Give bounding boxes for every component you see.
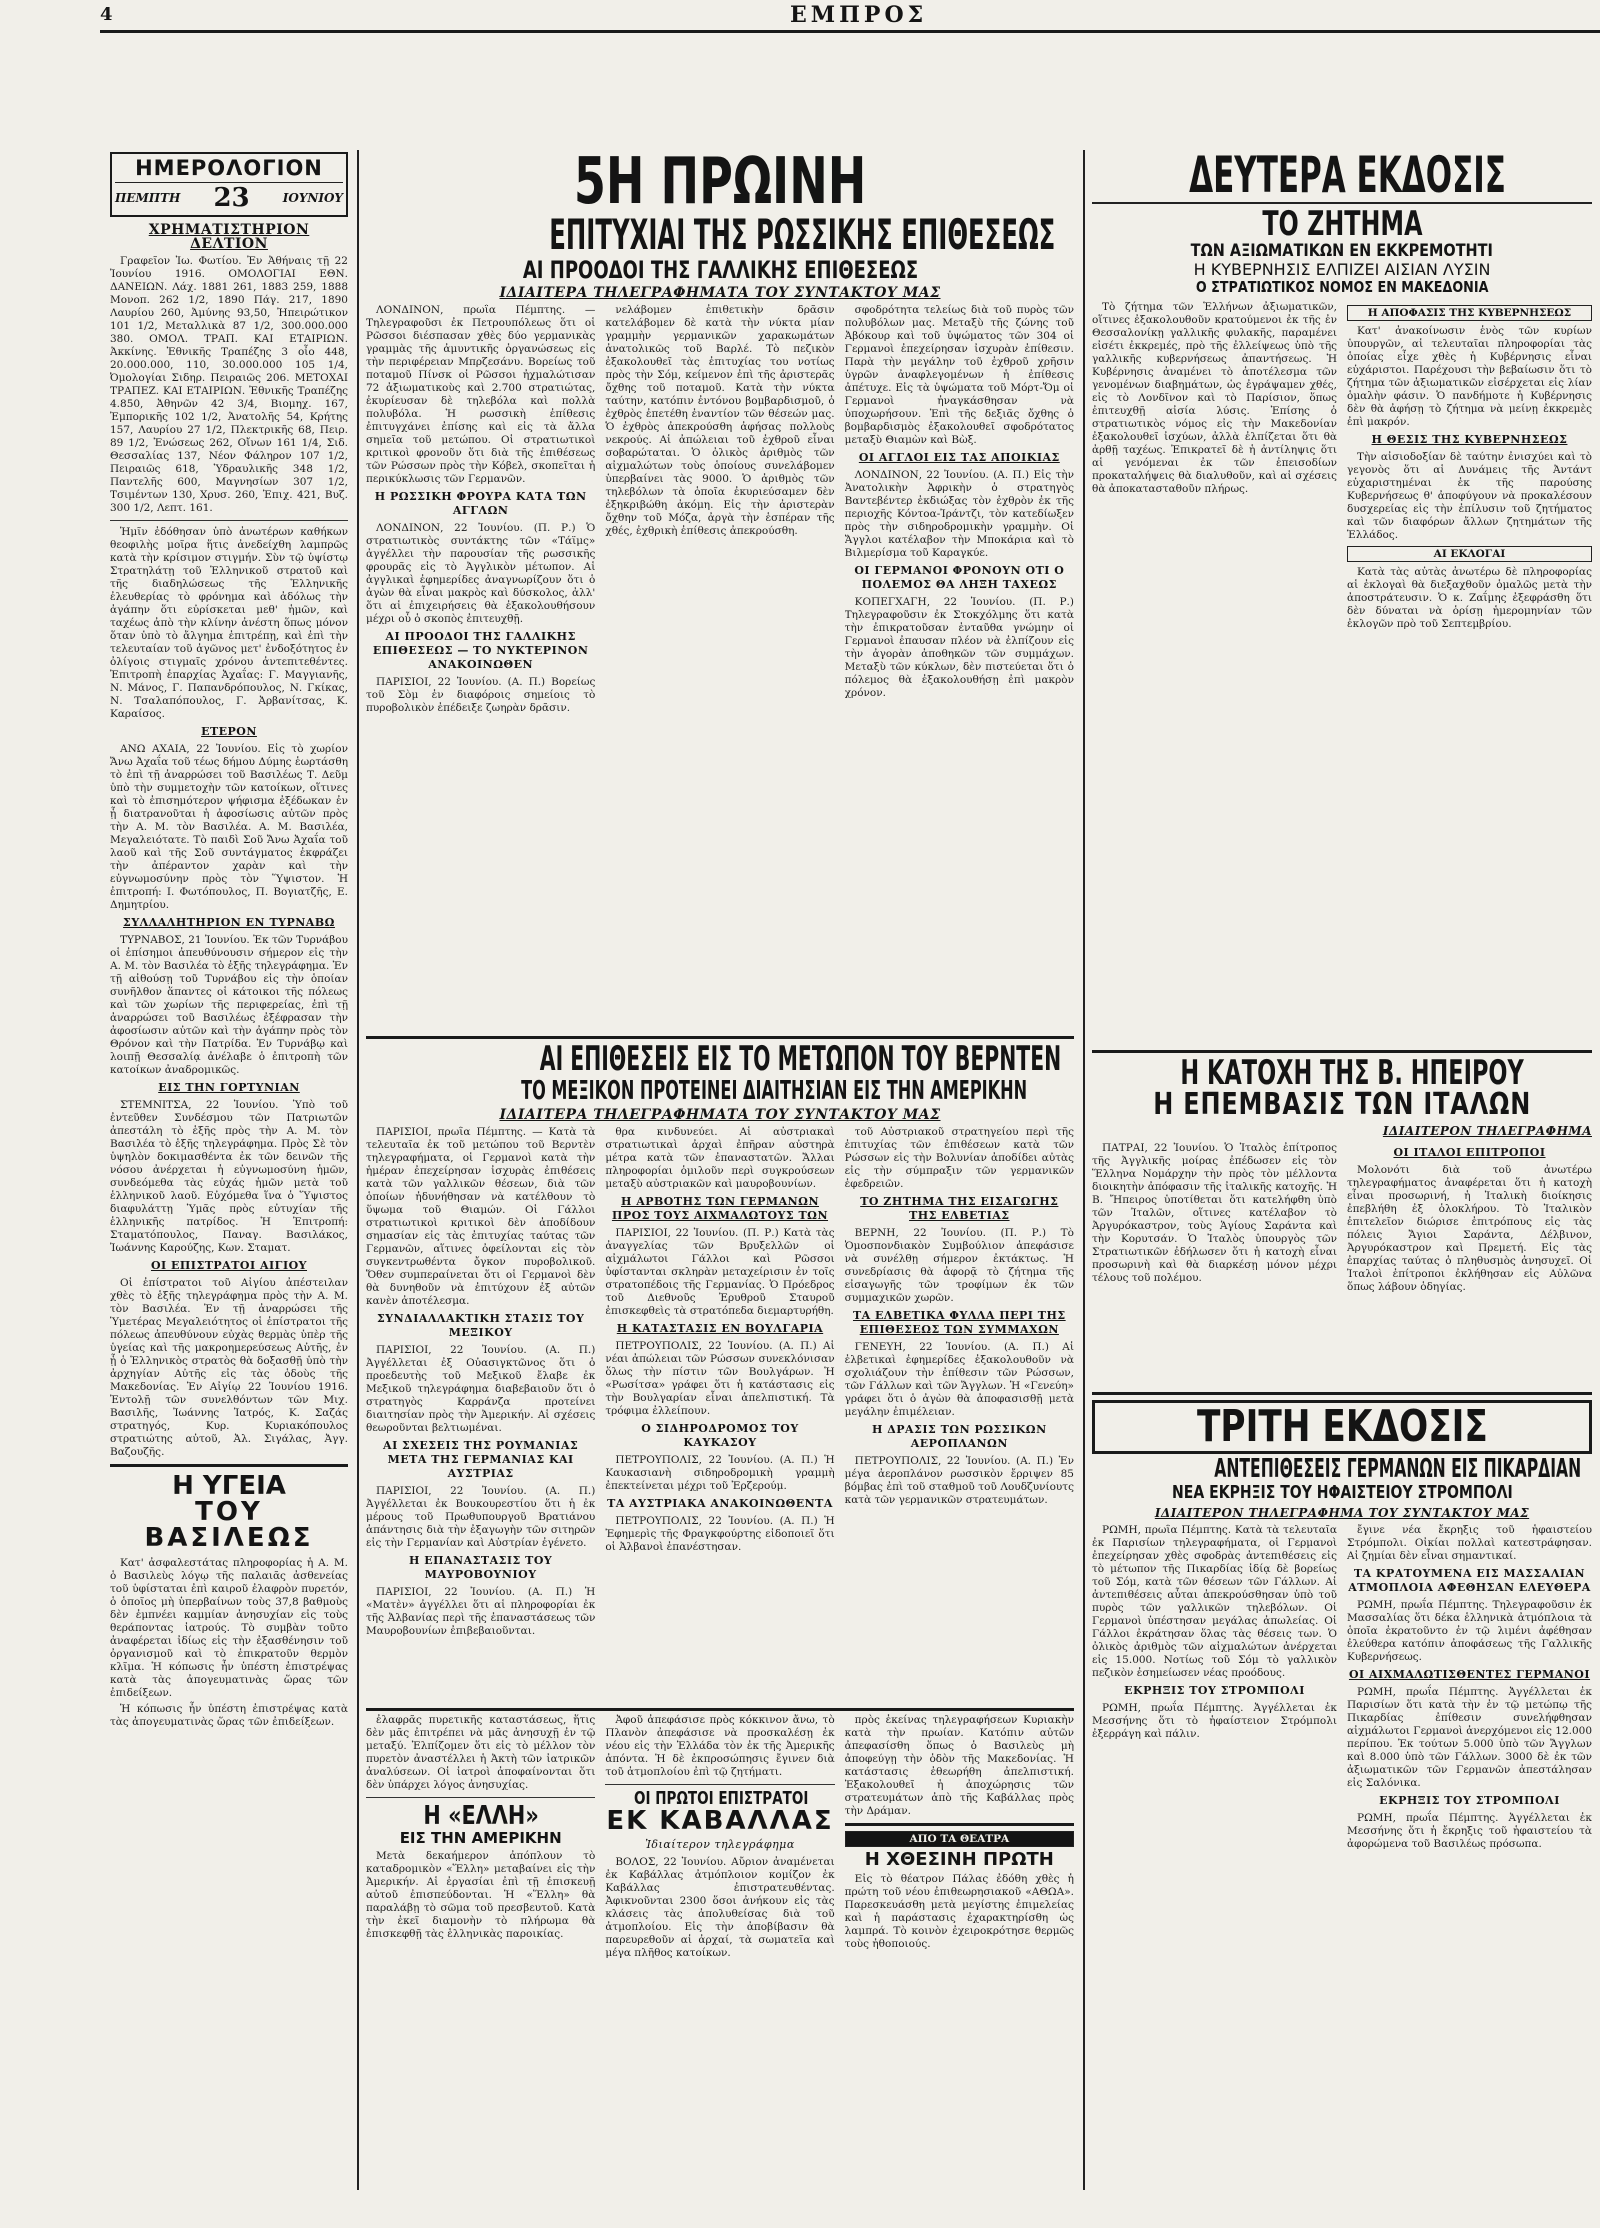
heteron-title: ΕΤΕΡΟΝ bbox=[201, 725, 257, 738]
second-edition-subhead-2: ΤΩΝ ΑΞΙΩΜΑΤΙΚΩΝ ΕΝ ΕΚΚΡΕΜΟΤΗΤΙ bbox=[1190, 241, 1494, 261]
verdun-col1-sub2: ΑΙ ΣΧΕΣΕΙΣ ΤΗΣ ΡΟΥΜΑΝΙΑΣ ΜΕΤΑ ΤΗΣ ΓΕΡΜΑΝΙΑΣ ΚΑΙ ΑΥΣΤΡΙΑΣ bbox=[383, 1439, 579, 1480]
left-col-text: ΑΝΩ ΑΧΑΙΑ, 22 Ἰουνίου. Εἰς τὸ χωρίον Ἄνω Ἀχαΐα τοῦ τέως δήμου Δύμης ἑωρτάσθη τὸ ἐπὶ τῇ ἀναρρώσει τοῦ Βασιλέως Τ. Δεῦμ ὑπὸ τὴν συμμετοχὴν τῶν κατοίκων, οἵτινες καὶ τὸ ἐπισημότερον ψήφισμα ἐξέδωκαν ἐν ᾗ διατρανοῦται ἡ ἀφοσίωσις αὐτῶν πρὸς τὴν Α. Μ. τὸν Βασιλέα. Α. Μ. Βασιλέα, Μεγαλειότατε. Τὸ παιδὶ Σοῦ Ἄνω Ἀχαΐα τοῦ λαοῦ καὶ τῆς Σοῦ συντάγματος ἐκφράζει τὴν ἀπέραντον χαρὰν καὶ τὴν εὐγνωμοσύνην πρὸς τὸν Ὕψιστον. Ἡ ἐπιτροπή: Ι. Φωτόπουλος, Π. Βογιατζῆς, Ε. Δημητρίου. bbox=[110, 743, 348, 911]
section-divider bbox=[110, 1464, 348, 1467]
main-subhead-2: ΑΙ ΠΡΟΟΔΟΙ ΤΗΣ ΓΑΛΛΙΚΗΣ ΕΠΙΘΕΣΕΩΣ bbox=[522, 256, 918, 284]
stromboli-sub: ΕΚΡΗΞΙΣ ΤΟΥ ΣΤΡΟΜΠΟΛΙ bbox=[1379, 1794, 1560, 1807]
verdun-kicker: ΙΔΙΑΙΤΕΡΑ ΤΗΛΕΓΡΑΦΗΜΑΤΑ ΤΟΥ ΣΥΝΤΑΚΤΟΥ ΜΑΣ bbox=[499, 1107, 941, 1123]
third-edition-subhead: ΑΝΤΕΠΙΘΕΣΕΙΣ ΓΕΡΜΑΝΩΝ ΕΙΣ ΠΙΚΑΡΔΙΑΝ bbox=[1214, 1454, 1582, 1484]
left-column bbox=[110, 152, 348, 2192]
section-divider bbox=[845, 1823, 1074, 1826]
main-col3-text3: ΚΟΠΕΓΧΑΓΗ, 22 Ἰουνίου. (Π. Ρ.) Τηλεγραφοῦσιν ἐκ Στοκχόλμης ὅτι κατὰ τὴν ἐπικρατοῦσαν ἐνταῦθα γνώμην οἱ Γερμανοὶ ἐπαυσαν πλέον νὰ ἐλπίζουν εἰς τὴν ἀγορὰν ἀποθηκῶν τῶν συμμάχων. Μεταξὺ τῶν κύκλων, δὲν πιστεύεται ὅτι ὁ πόλεμος θὰ ἐξακολουθήσῃ ἐπὶ μακρὸν χρόνον. bbox=[844, 596, 1074, 699]
elli-body: Μετὰ δεκαήμερον ἀπόπλουν τὸ καταδρομικὸν «Ἕλλη» μεταβαίνει εἰς τὴν Ἀμερικήν. Αἱ ἐργασίαι ἐπὶ τῇ ἐπισκευῇ αὐτοῦ ἐπισπεύδονται. Ἡ «Ἕλλη» θὰ παραλάβῃ τὸ σῶμα τοῦ πρεσβευτοῦ. Κατὰ τὴν ἐκεῖ διαμονὴν τὸ πλήρωμα θὰ ἐπισκεφθῇ τὰς ἑλληνικὰς παροικίας. bbox=[366, 1850, 596, 1940]
verdun-story bbox=[366, 1042, 1074, 1702]
second-col2-text: Κατ' ἀνακοίνωσιν ἑνὸς τῶν κυρίων ὑπουργῶν, αἱ τελευταῖαι πληροφορίαι τὰς ὁποίας εἶχε χθὲς ἡ Κυβέρνησις εἶναι εὐχάριστοι. Παρέχουσι τὴν βεβαίωσιν ὅτι τὸ ζήτημα τῶν ἀξιωματικῶν εἰσέρχεται εἰς λίαν ὁμαλὴν φάσιν. Ὁ πανδήμοτε ἡ Κυβέρνησις δὲν θὰ ἀφήσῃ τὸ ζήτημα νὰ μείνῃ ἐκκρεμὲς ἐπὶ μακρόν. bbox=[1347, 325, 1592, 428]
kavala-kicker: Ἰδιαίτερον τηλεγράφημα bbox=[645, 1838, 795, 1851]
third-col1-text2: ΡΩΜΗ, πρωΐα Πέμπτης. Ἀγγέλλεται ἐκ Μεσσήνης ὅτι τὸ ἡφαίστειον Στρόμπολι ἐξερράγη καὶ πάλιν. bbox=[1092, 1702, 1337, 1740]
second-edition-subhead-3: Η ΚΥΒΕΡΝΗΣΙΣ ΕΛΠΙΖΕΙ ΑΙΣΙΑΝ ΛΥΣΙΝ bbox=[1193, 260, 1491, 279]
section-divider bbox=[1092, 1050, 1592, 1053]
second-col2-sub2: Η ΘΕΣΙΣ ΤΗΣ ΚΥΒΕΡΝΗΣΕΩΣ bbox=[1371, 433, 1568, 446]
health-title-2: ΤΟΥ ΒΑΣΙΛΕΩΣ bbox=[144, 1497, 314, 1553]
second-col2-text3: Κατὰ τὰς αὐτὰς ἀνωτέρω δὲ πληροφορίας αἱ ἐκλογαὶ θὰ διεξαχθοῦν ὁμαλῶς μετὰ τὴν ἀποστράτευσιν. Ὁ κ. Ζαΐμης ἐξεφράσθη ὅτι δὲν δύναται νὰ ὁρίσῃ ἡμερομηνίαν τῶν ἐκλογῶν πρὸ τοῦ Σεπτεμβρίου. bbox=[1347, 566, 1592, 630]
verdun-col1-sub1: ΣΥΝΔΙΑΛΛΑΚΤΙΚΗ ΣΤΑΣΙΣ ΤΟΥ ΜΕΞΙΚΟΥ bbox=[377, 1312, 585, 1339]
third-edition-headline: ΤΡΙΤΗ ΕΚΔΟΣΙΣ bbox=[1092, 1400, 1592, 1454]
second-col2-text2: Τὴν αἰσιοδοξίαν δὲ ταύτην ἐνισχύει καὶ τὸ γεγονὸς ὅτι αἱ Δυνάμεις τῆς Ἀντάντ εὐχαριστημέναι ἐκ τῆς παρούσης Κυβερνήσεως θ' ἀποφύγουν νὰ προκαλέσουν δυσχερείας εἰς τὴν ἐπίλυσιν τοῦ ζητήματος καὶ τῶν διαφόρων ἄλλων ζητημάτων τῆς Ἑλλάδος. bbox=[1347, 451, 1592, 541]
third-col2-text: ἔγινε νέα ἔκρηξις τοῦ ἡφαιστείου Στρόμπολι. Οἰκίαι πολλαὶ κατεστράφησαν. Αἱ ζημίαι δὲν εἶναι σημαντικαί. bbox=[1347, 1524, 1592, 1562]
verdun-headline: ΑΙ ΕΠΙΘΕΣΕΙΣ ΕΙΣ ΤΟ ΜΕΤΩΠΟΝ ΤΟΥ ΒΕΡΝΤΕΝ bbox=[539, 1042, 1062, 1079]
page-footer: Ἡ κόπωσις ἦν ὑπέστη ἐπιστρέψας κατὰ τὰς ἀπογευματινὰς ὥρας τῶν ἐπιδείξεων. bbox=[110, 1703, 348, 1728]
section-divider bbox=[605, 1784, 834, 1785]
main-col1-sub2: ΑΙ ΠΡΟΟΔΟΙ ΤΗΣ ΓΑΛΛΙΚΗΣ ΕΠΙΘΕΣΕΩΣ — ΤΟ ΝΥΚΤΕΡΙΝΟΝ ΑΝΑΚΟΙΝΩΘΕΝ bbox=[372, 630, 589, 671]
king-col1-text: ἐλαφρᾶς πυρετικῆς καταστάσεως, ἥτις δὲν μᾶς ἐπιτρέπει νὰ μᾶς ἀνησυχῇ ἐν τῷ μεταξύ. Ἐλπίζομεν ὅτι εἰς τὸ μέλλον τὸν πυρετὸν ἀναστέλλει ἡ Ἀκτὴ τῶν ἰατρικῶν ἀναλύσεων. Οἱ ἰατροὶ ἀποφαίνονται ὅτι δὲν ὑπάρχει λόγος ἀνησυχίας. bbox=[366, 1714, 596, 1791]
calendar-title: ΗΜΕΡΟΛΟΓΙΟΝ bbox=[135, 156, 323, 180]
epistratoi-title: ΟΙ ΕΠΙΣΤΡΑΤΟΙ ΑΙΓΙΟΥ bbox=[150, 1259, 308, 1272]
section-divider bbox=[366, 1708, 1074, 1711]
exchange-title: ΧΡΗΜΑΤΙΣΤΗΡΙΟΝ ΔΕΛΤΙΟΝ bbox=[148, 222, 310, 252]
third-col2-text2: ΡΩΜΗ, πρωΐα Πέμπτης. Τηλεγραφοῦσιν ἐκ Μασσαλίας ὅτι δέκα ἑλληνικὰ ἀτμόπλοια τὰ ὁποῖα ἐκρατοῦντο ἐν τῷ λιμένι ἀφέθησαν ἐλεύθερα κατόπιν ἀποφάσεως τῆς Γαλλικῆς Κυβερνήσεως. bbox=[1347, 1599, 1592, 1663]
second-edition-subhead: ΤΟ ΖΗΤΗΜΑ bbox=[1261, 204, 1423, 244]
third-edition-kicker: ΙΔΙΑΙΤΕΡΟΝ ΤΗΛΕΓΡΑΦΗΜΑ ΤΟΥ ΣΥΝΤΑΚΤΟΥ ΜΑΣ bbox=[1154, 1506, 1530, 1520]
epirus-col2-sub1: ΟΙ ΙΤΑΛΟΙ ΕΠΙΤΡΟΠΟΙ bbox=[1393, 1146, 1546, 1159]
main-col3-text2: ΛΟΝΔΙΝΟΝ, 22 Ἰουνίου. (Α. Π.) Εἰς τὴν Ἀνατολικὴν Ἀφρικὴν ὁ στρατηγὸς Βαντεβέντερ ἐκδιώξας τὸν ἐχθρὸν ἐκ τῆς περιοχῆς Κόντοα-Ἰράντζι, τὸν κατεδίωξεν πρὸς τὴν σιδηροδρομικὴν γραμμὴν. Οἱ Ἄγγλοι κατέλαβον τὴν Μποκάρια καὶ τὸ Βιλμερίσμα τοῦ Καραγκύε. bbox=[844, 469, 1074, 559]
main-col1-text3: ΠΑΡΙΣΙΟΙ, 22 Ἰουνίου. (Α. Π.) Βορείως τοῦ Σὸμ ἐν διαφόροις σημείοις τὸ πυροβολικὸν ἐπέδειξε ζωηρὰν δρᾶσιν. bbox=[366, 676, 596, 714]
page-number: 4 bbox=[100, 4, 113, 25]
health-title: Η ΥΓΕΙΑ bbox=[172, 1471, 286, 1501]
left-col-text: ΤΥΡΝΑΒΟΣ, 21 Ἰουνίου. Ἐκ τῶν Τυρνάβου οἱ ἐπίσημοι ἀπευθύνουσιν σήμερον εἰς τὴν Α. Μ. τὸν Βασιλέα τὸ ἑξῆς τηλεγράφημα. Ἐν τῇ αἰθούσῃ τοῦ Τυρνάβου εἰς τὴν ὁποίαν συνῆλθον ἅπαντες οἱ κάτοικοι τῆς πόλεως καὶ τῶν χωρίων τῆς περιφερείας, ἐπὶ τῇ ἀναρρώσει τοῦ Βασιλέως ἐξέφρασαν τὴν ἀφοσίωσιν αὐτῶν καὶ τὴν ἀγάπην πρὸς τὸν Θρόνον καὶ τὴν Πατρίδα. Ἐν Τυρνάβῳ καὶ λοιπῇ Θεσσαλίᾳ ἀνέλαβε ὁ ἐπιτροπὴ τῶν κατοίκων ἀναδρομικῶς. bbox=[110, 934, 348, 1076]
third-edition bbox=[1092, 1398, 1592, 2192]
section-divider bbox=[110, 520, 348, 521]
verdun-col1-text4: ΠΑΡΙΣΙΟΙ, 22 Ἰουνίου. (Α. Π.) Ἡ «Ματὲν» ἀγγέλλει ὅτι αἱ πληροφορίαι ἐκ τῆς Ἀλβανίας περὶ τῆς ἐπαναστάσεως τῶν Μαυροβουνίων ἐπιβεβαιοῦνται. bbox=[366, 1586, 596, 1637]
verdun-col1-text2: ΠΑΡΙΣΙΟΙ, 22 Ἰουνίου. (Α. Π.) Ἀγγέλλεται ἐξ Οὐασιγκτῶνος ὅτι ὁ προεδευτὴς τοῦ Μεξικοῦ ἔλαβε ἐκ Μεξικοῦ τηλεγράφημα διαβεβαιοῦν ὅτι ὁ στρατηγὸς Καρράνζα προτείνει διαιτησίαν πρὸς τὴν Ἀμερικήν. Αἱ σχέσεις θεωροῦνται βελτιωμέναι. bbox=[366, 1344, 596, 1434]
kavala-subhead: ΕΚ ΚΑΒΑΛΛΑΣ bbox=[606, 1806, 834, 1836]
third-col1-sub1: ΕΚΡΗΞΙΣ ΤΟΥ ΣΤΡΟΜΠΟΛΙ bbox=[1124, 1684, 1305, 1697]
epirus-story bbox=[1092, 1056, 1592, 1386]
kavala-headline: ΟΙ ΠΡΩΤΟΙ ΕΠΙΣΤΡΑΤΟΙ bbox=[634, 1788, 809, 1809]
verdun-col2-text2: ΠΑΡΙΣΙΟΙ, 22 Ἰουνίου. (Π. Ρ.) Κατὰ τὰς ἀναγγελίας τῶν Βρυξελλῶν οἱ αἰχμάλωτοι Γάλλοι καὶ Ρῶσσοι ὑφίστανται σκληρὰν μεταχείρισιν ἐν τοῖς στρατοπέδοις τῆς Γερμανίας. Ὁ Πρόεδρος τοῦ Διεθνοῦς Ἐρυθροῦ Σταυροῦ ἐπισκεφθεὶς τὰ στρατόπεδα διεμαρτυρήθη. bbox=[605, 1227, 835, 1317]
verdun-col2-sub2: Η ΚΑΤΑΣΤΑΣΙΣ ΕΝ ΒΟΥΛΓΑΡΙΑ bbox=[616, 1322, 824, 1335]
left-col-text: Οἱ ἐπίστρατοι τοῦ Αἰγίου ἀπέστειλαν χθὲς τὸ ἑξῆς τηλεγράφημα πρὸς τὴν Α. Μ. τὸν Βασιλέα. Ἐν τῇ ἀναρρώσει τῆς Ὑμετέρας Μεγαλειότητος οἱ ἐπίστρατοι τῆς πόλεως ἀπευθύνουν εὐχὰς θερμὰς ὑπὲρ τῆς ὑγείας καὶ τῆς μακροημερεύσεως Αὐτῆς, ἐν ᾗ ὁ Ἑλληνικὸς στρατὸς θὰ δοξασθῇ ὑπὸ τὴν ἀρχηγίαν Αὐτῆς εἰς τὰς ὁδοὺς τῆς Μακεδονίας. Ἐν Αἰγίῳ 22 Ἰουνίου 1916. Ἐντολῇ τῶν συνελθόντων τῶν Μιχ. Βασιλῆς, Ἰωάννης Ἰατρός, Κ. Σαζάς στρατηγός, Κυρ. Κυριακόπουλος στρατιώτης αὐτοῦ, Ἀλ. Σιγάλας, Ἀγγ. Βαζουζῆς. bbox=[110, 1277, 348, 1458]
elli-headline: Η «ΕΛΛΗ» bbox=[422, 1801, 539, 1831]
verdun-col3-sub1: ΤΟ ΖΗΤΗΜΑ ΤΗΣ ΕΙΣΑΓΩΓΗΣ ΤΗΣ ΕΛΒΕΤΙΑΣ bbox=[860, 1195, 1059, 1222]
health-body: Κατ' ἀσφαλεστάτας πληροφορίας ἡ Α. Μ. ὁ Βασιλεὺς λόγῳ τῆς παλαιᾶς ἀσθενείας τοῦ ὑφίσταται ἐπὶ καιροῦ ἐλαφρὸν πυρετόν, ὁ ὁποῖος μὴ ὑπερβαίνων τοὺς 37,8 βαθμοὺς δὲν ἐμπνέει καμμίαν ἀνησυχίαν εἰς τοὺς θεράποντας ἰατρούς. Τὸ συμβὰν τοῦτο ἀναφέρεται ἰδίως εἰς τὴν ἐξασθένησιν τοῦ ὀργανισμοῦ καὶ τὸ ἐπικρατοῦν θερμὸν κλῖμα. Ἡ κόπωσις ἦν ὑπέστη ἐπιστρέψας κατὰ τὰς ἀπογευματινὰς ὥρας τῶν ἐπιδείξεων. bbox=[110, 1557, 348, 1699]
theatre-title: ΑΠΟ ΤΑ ΘΕΑΤΡΑ bbox=[845, 1831, 1074, 1847]
third-edition-subhead-2: ΝΕΑ ΕΚΡΗΞΙΣ ΤΟΥ ΗΦΑΙΣΤΕΙΟΥ ΣΤΡΟΜΠΟΛΙ bbox=[1171, 1482, 1513, 1503]
epirus-headline: Η ΚΑΤΟΧΗ ΤΗΣ Β. ΗΠΕΙΡΟΥ bbox=[1180, 1056, 1524, 1093]
gortynia-title: ΕΙΣ ΤΗΝ ΓΟΡΤΥΝΙΑΝ bbox=[158, 1081, 300, 1094]
verdun-col1-text: ΠΑΡΙΣΙΟΙ, πρωΐα Πέμπτης. — Κατὰ τὰ τελευταῖα ἐκ τοῦ μετώπου τοῦ Βερντὲν τηλεγραφήματα, οἱ Γερμανοὶ κατὰ τὴν ἡμέραν ἐπεχείρησαν ἰσχυρὰς ἐπιθέσεις κατὰ τῶν γαλλικῶν θέσεων, διὰ τῶν ὁποίων ἠδυνήθησαν νὰ κατέλθουν τὸ ὕψωμα τοῦ Θιαμών. Οἱ Γάλλοι στρατιωτικοὶ κριτικοὶ δὲν ἀποδίδουν σημασίαν εἰς τὰς ἐπιτυχίας ταύτας τῶν Γερμανῶν, αἵτινες ὀφείλονται εἰς τὸν συγκεντρωθέντα ὄγκον πυροβολικοῦ. Ὅθεν συμπεραίνεται ὅτι οἱ Γερμανοὶ δὲν θὰ δυνηθοῦν νὰ ἐπιτύχουν ἐξ αὐτῶν κανὲν ἀποτέλεσμα. bbox=[366, 1126, 596, 1307]
verdun-col2-text4: ΠΕΤΡΟΥΠΟΛΙΣ, 22 Ἰουνίου. (Α. Π.) Ἡ Καυκασιανὴ σιδηροδρομικὴ γραμμὴ ἐπεκτείνεται μέχρι τοῦ Ἐρζερούμ. bbox=[605, 1454, 835, 1492]
verdun-col2-text3: ΠΕΤΡΟΥΠΟΛΙΣ, 22 Ἰουνίου. (Α. Π.) Αἱ νέαι ἀπώλειαι τῶν Ρώσσων συνεκλόνισαν ὅλως τὴν πίστιν τῶν Βουλγάρων. Ἡ «Ρωσίτσα» γράφει ὅτι ἡ κατάστασις εἰς τὴν Βουλγαρίαν εἶναι ἀπελπιστική. Τὰ τρόφιμα ἐλλείπουν. bbox=[605, 1340, 835, 1417]
verdun-col3-text3: ΓΕΝΕΥΗ, 22 Ἰουνίου. (Α. Π.) Αἱ ἐλβετικαὶ ἐφημερίδες ἐξακολουθοῦν νὰ σχολιάζουν τὴν ἐπίθεσιν τῶν Ρώσσων, τῶν Γάλλων καὶ τῶν Ἄγγλων. Ἡ «Γενεύη» γράφει ὅτι ὁ ἀγὼν θὰ ἀποφασισθῇ μετὰ μεγάλην ἐπιμέλειαν. bbox=[844, 1341, 1074, 1418]
epirus-kicker: ΙΔΙΑΙΤΕΡΟΝ ΤΗΛΕΓΡΑΦΗΜΑ bbox=[1382, 1124, 1592, 1138]
main-col1-text2: ΛΟΝΔΙΝΟΝ, 22 Ἰουνίου. (Π. Ρ.) Ὁ στρατιωτικὸς συντάκτης τῶν «Τάϊμς» ἀγγέλλει τὴν παρουσίαν τῆς ρωσσικῆς φρουρᾶς εἰς τὸ Ἀγγλικὸν μέτωπον. Αἱ ἀγγλικαὶ ἐφημερίδες ἀναγνωρίζουν ὅτι ὁ ἀγὼν θὰ εἶναι μακρὸς καὶ δύσκολος, ἀλλ' ὅτι αἱ ἐπιχειρήσεις θὰ ἐξακολουθήσουν μέχρι οὗ ὁ σκοπὸς ἐπιτευχθῇ. bbox=[366, 522, 596, 625]
calendar-date: 23 bbox=[213, 183, 250, 213]
elli-subhead: ΕΙΣ ΤΗΝ ΑΜΕΡΙΚΗΝ bbox=[399, 1829, 562, 1847]
royal-body: πρὸς ἐκείνας τηλεγραφήσεων Κυριακὴν κατὰ τὴν πρωίαν. Κατόπιν αὐτῶν ἀπεφασίσθη ὅπως ὁ Βασιλεὺς μὴ ἀποφεύγῃ τὴν ὁδὸν τῆς Μακεδονίας. Ἡ κατάστασις ἐθεωρήθη ἀπελπιστική. Ἐξακολουθεῖ ἡ ἀποχώρησις τῶν στρατευμάτων ἀπὸ τῆς Καβάλλας πρὸς τὴν Δράμαν. bbox=[844, 1714, 1074, 1817]
left-col-text: Ἡμῖν ἐδόθησαν ὑπὸ ἀνωτέρων καθήκων θεοφιλὴς μοῖρα ἥτις ἀνεδείχθη λαμπρῶς κατὰ τὴν κρίσιμον στιγμήν. Σὺν τῷ ὑψίστῳ Στρατηλάτῃ τοῦ Ἑλληνικοῦ στρατοῦ καὶ τῆς διαδηλώσεως τῆς Ἑλληνικῆς ἐλευθερίας τὸ φρόνημα καὶ ἀδόλως τὴν ἀγάπην ὅτι εὐρίσκεται μεθ' ἡμῶν, καὶ ταχέως ἀπὸ τὴν κλίνην ἀνέστη ὅπως μόνον ὅταν ὑπὸ τὸ ἄλγημα ἐπιτρέπῃ, καὶ ἐπὶ τὴν τελευταίαν τοῦ ἀγῶνος μετ' ἐνδοξότητος ἐν ὀλίγοις στιγμαῖς χρόνου ἀντεπιτεθέντες. Ἐπιτροπὴ ἐπαρχίας Ἀχαΐας: Γ. Μαγγιανῆς, Ν. Μάνος, Γ. Παπανδρόπουλος, Ν. Γκίκας, Ν. Τσαλαπόπουλος, Γ. Ἀρβανίτσας, Κ. Καραίσος. bbox=[110, 526, 348, 720]
column-rule bbox=[357, 150, 359, 2190]
verdun-col2-text: θρα κινδυνεύει. Αἱ αὐστριακαὶ στρατιωτικαὶ ἀρχαὶ ἐπῆραν αὐστηρὰ μέτρα κατὰ τῶν ἐπαναστατῶν. Ἄλλαι πληροφορίαι ὁμιλοῦν περὶ συγκρούσεων μεταξὺ αὐστριακῶν καὶ μαυροβουνίων. bbox=[605, 1126, 835, 1190]
second-col2-sub1: Η ΑΠΟΦΑΣΙΣ ΤΗΣ ΚΥΒΕΡΝΗΣΕΩΣ bbox=[1347, 305, 1592, 321]
second-col2-sub3: ΑΙ ΕΚΛΟΓΑΙ bbox=[1347, 546, 1592, 562]
main-col3-sub2: ΟΙ ΓΕΡΜΑΝΟΙ ΦΡΟΝΟΥΝ ΟΤΙ Ο ΠΟΛΕΜΟΣ ΘΑ ΛΗΞΗ ΤΑΧΕΩΣ bbox=[854, 564, 1065, 591]
main-col3-sub1: ΟΙ ΑΓΓΛΟΙ ΕΙΣ ΤΑΣ ΑΠΟΙΚΙΑΣ bbox=[858, 451, 1060, 464]
second-edition bbox=[1092, 150, 1592, 1045]
verdun-col1-sub3: Η ΕΠΑΝΑΣΤΑΣΙΣ ΤΟΥ ΜΑΥΡΟΒΟΥΝΙΟΥ bbox=[409, 1554, 553, 1581]
main-kicker: ΙΔΙΑΙΤΕΡΑ ΤΗΛΕΓΡΑΦΗΜΑΤΑ ΤΟΥ ΣΥΝΤΑΚΤΟΥ ΜΑΣ bbox=[499, 285, 941, 301]
main-subhead: ΕΠΙΤΥΧΙΑΙ ΤΗΣ ΡΩΣΣΙΚΗΣ ΕΠΙΘΕΣΕΩΣ bbox=[549, 210, 1056, 259]
verdun-col3-sub2: ΤΑ ΕΛΒΕΤΙΚΑ ΦΥΛΛΑ ΠΕΡΙ ΤΗΣ ΕΠΙΘΕΣΕΩΣ ΤΩΝ ΣΥΜΜΑΧΩΝ bbox=[852, 1309, 1066, 1336]
verdun-subhead: ΤΟ ΜΕΞΙΚΟΝ ΠΡΟΤΕΙΝΕΙ ΔΙΑΙΤΗΣΙΑΝ ΕΙΣ ΤΗΝ ΑΜΕΡΙΚΗΝ bbox=[521, 1076, 1028, 1106]
king-col2-text: Ἀφοῦ ἀπεφάσισε πρὸς κόκκινον ἄνω, τὸ Πλανὸν ἀπεφάσισε νὰ προσκαλέσῃ ἐκ νέου εἰς τὴν Ἑλλάδα τὸν ἐκ τῆς Ἀμερικῆς ἀπόντα. Ἡ δὲ ἐκπροσώπησις ἔγινεν διὰ τοῦ ἀτμοπλοίου ἐπὶ τῷ ζητήματι. bbox=[605, 1714, 835, 1778]
verdun-col3-text: τοῦ Αὐστριακοῦ στρατηγείου περὶ τῆς ἐπιτυχίας τῶν ἐπιθέσεων κατὰ τῶν Ρώσσων εἰς τὴν Βολυνίαν ἀποδίδει αὐτὰς εἰς τὴν σύμπραξιν τῶν γερμανικῶν ἐφεδρειῶν. bbox=[844, 1126, 1074, 1190]
theatre-body: Εἰς τὸ θέατρον Πάλας ἐδόθη χθὲς ἡ πρώτη τοῦ νέου ἐπιθεωρησιακοῦ «ΑΘΩΑ». Παρεσκευάσθη μετὰ μεγίστης ἐπιμελείας καὶ ἡ παράστασις ἐχαρακτηρίσθη ὡς λαμπρά. Τὸ κοινὸν ἐχειροκρότησε θερμῶς τοὺς ἠθοποιούς. bbox=[844, 1873, 1074, 1950]
tyrnavos-title: ΣΥΛΛΑΛΗΤΗΡΙΟΝ ΕΝ ΤΥΡΝΑΒΩ bbox=[123, 916, 335, 929]
verdun-col2-sub3: Ο ΣΙΔΗΡΟΔΡΟΜΟΣ ΤΟΥ ΚΑΥΚΑΣΟΥ bbox=[641, 1422, 799, 1449]
main-col2-text: νελάβομεν ἐπιθετικὴν δρᾶσιν κατελάβομεν δὲ κατὰ τὴν νύκτα μίαν γραμμὴν γερμανικῶν χαρακωμάτων ἀνατολικῶς τοῦ Βαρλέ. Τὸ πεζικὸν ἐξακολουθεῖ τὰς ἐπιτυχίας του νοτίως πρὸς τὴν Σόμ, κείμενον ἐπὶ τῆς ἀριστερᾶς ὄχθης τοῦ ποταμοῦ. Κατὰ τὴν νύκτα ταύτην, κατόπιν ἐντόνου βομβαρδισμοῦ, ὁ ἐχθρὸς ἐπετέθη ἐναντίον τῶν θέσεών μας. Ὁ ἐχθρὸς ἀπεκρούσθη ἀφήσας πολλοὺς νεκρούς. Αἱ ἀπώλειαι τοῦ ἐχθροῦ εἶναι σοβαρώταται. Ὁ ὀλικὸς ἀριθμὸς τῶν αἰχμαλώτων τοὺς ὁποίους συνελάβομεν ὑπερβαίνει τὰς 9000. Ὁ ἀριθμὸς τῶν τηλεβόλων τὰ ὁποῖα ἐκυριεύσαμεν δὲν ἐξηκριβώθη ἀκόμη. Εἰς τὴν ἀριστερὰν ὄχθην τοῦ Μόζα, ἀργὰ τὴν ἑσπέραν τῆς χθές, ἐχθρικὴ ἐπίθεσις ἀπεκρούσθη. bbox=[605, 304, 835, 537]
verdun-col1-text3: ΠΑΡΙΣΙΟΙ, 22 Ἰουνίου. (Α. Π.) Ἀγγέλλεται ἐκ Βουκουρεστίου ὅτι ἡ ἐκ μέρους τοῦ Πρωθυπουργοῦ Βρατιάνου ἀπάντησις διὰ τὴν ἐξαγωγὴν τῶν σιτηρῶν εἰς τὴν Γερμανίαν καὶ Αὐστρίαν ἐγένετο. bbox=[366, 1485, 596, 1549]
epirus-col2-text: Μολονότι διὰ τοῦ ἀνωτέρω τηλεγραφήματος ἀναφέρεται ὅτι ἡ κατοχὴ εἶναι προσωρινή, ἡ Ἰταλικὴ διοίκησις ἐπεβλήθη ἐξ ὁλοκλήρου. Τὸ Ἰταλικὸν ἐπιτελεῖον διώρισε ἐπιτρόπους εἰς τὰς πόλεις Ἄγιοι Σαράντα, Δέλβινον, Ἀργυρόκαστρον καὶ Πρεμετή. Εἰς τὰς ἐπαρχίας ταύτας ὁ πληθυσμὸς ἀνησυχεῖ. Οἱ Ἰταλοὶ ἐπίτροποι ἐκλήθησαν εἰς Αὐλῶνα ὅπως λάβουν ὁδηγίας. bbox=[1347, 1164, 1592, 1293]
main-story bbox=[366, 150, 1074, 1030]
calendar-day: ΠΕΜΠΤΗ bbox=[115, 191, 181, 205]
calendar-box bbox=[110, 152, 348, 217]
left-col-text: ΣΤΕΜΝΙΤΣΑ, 22 Ἰουνίου. Ὑπὸ τοῦ ἐντεῦθεν Συνδέσμου τῶν Πατριωτῶν ἀπεστάλη τὸ ἑξῆς πρὸς τὴν Α. Μ. τὸν Βασιλέα τὸ ἑξῆς τηλεγράφημα. Πρὸς Σὲ τὸν ὑψηλὸν δοκιμασθέντα ἐκ τῶν δεινῶν τῆς νόσου ἀνέρχεται ἡ εὐγνωμοσύνη ἡμῶν, συνδεόμεθα τὰς εὐχάς ἡμῶν μετὰ τοῦ ἑλληνικοῦ λαοῦ. Εὐχόμεθα ἵνα ὁ Ὕψιστος διαφυλάττῃ Ὑμᾶς πρὸς εὐτυχίαν τῆς ἑλληνικῆς πατρίδος. Ἡ Ἐπιτροπή: Σταματόπουλος, Παναγ. Βασιλάκος, Ἰωάννης Καρούζης, Κων. Σταματ. bbox=[110, 1099, 348, 1254]
verdun-col3-text2: ΒΕΡΝΗ, 22 Ἰουνίου. (Π. Ρ.) Τὸ Ὁμοσπονδιακὸν Συμβούλιον ἀπεφάσισε νὰ συνέλθῃ σήμερον ἐκτάκτως. Ἡ συνεδρίασις θὰ ἀφορᾷ τὸ ζήτημα τῆς εἰσαγωγῆς τῶν τροφίμων ἐκ τῶν συμμαχικῶν χωρῶν. bbox=[844, 1227, 1074, 1304]
third-col2-text3: ΡΩΜΗ, πρωΐα Πέμπτης. Ἀγγέλλεται ἐκ Παρισίων ὅτι κατὰ τὴν ἐν τῷ μετώπῳ τῆς Πικαρδίας ἐπίθεσιν συνελήφθησαν αἰχμάλωτοι Γερμανοὶ ἀνερχόμενοι εἰς 12.000 περίπου. Ἐκ τούτων 5.000 ὑπὸ τῶν Ἄγγλων καὶ 8.000 ὑπὸ τῶν Γάλλων. 3000 δὲ ἐκ τῶν ἀξιωματικῶν τῶν Γερμανῶν ἀπεστάλησαν εἰς Σαλόνικα. bbox=[1347, 1686, 1592, 1789]
main-col1-text: ΛΟΝΔΙΝΟΝ, πρωΐα Πέμπτης. — Τηλεγραφοῦσι ἐκ Πετρουπόλεως ὅτι οἱ Ρῶσσοι διέσπασαν χθὲς δύο γερμανικὰς γραμμὰς τῆς ἀμυντικῆς ὀργανώσεως εἰς τὴν περιφέρειαν Μπρζεσάνυ. Βορείως τοῦ ποταμοῦ Πίνσκ οἱ Ρῶσσοι ἠχμαλώτισαν 72 ἀξιωματικοὺς καὶ 2.700 στρατιώτας, ἐκυρίευσαν δὲ τηλεβόλα καὶ πολλὰ πολυβόλα. Ἡ ρωσσικὴ ἐπίθεσις ἐπιτυγχάνει ἐπίσης καὶ εἰς τὰ ἄλλα σημεῖα τοῦ μετώπου. Οἱ στρατιωτικοὶ κριτικοὶ φρονοῦν ὅτι διὰ τῆς ἐπιθέσεως τῶν Ρώσσων πρὸς τὴν Κόβελ, σκοπεῖται ἡ περικύκλωσις τῶν Γερμανῶν. bbox=[366, 304, 596, 485]
main-col3-text: σφοδρότητα τελείως διὰ τοῦ πυρὸς τῶν πολυβόλων μας. Μεταξὺ τῆς ζώνης τοῦ Ἀβόκουρ καὶ τοῦ ὑψώματος τῶν 304 οἱ Γερμανοὶ ἐπεχείρησαν ἰσχυρὰν ἐπίθεσιν. Παρὰ τὴν μεγάλην τοῦ ἐχθροῦ χρῆσιν ὑγρῶν ἀναφλεγομένων ἡ ἐπίθεσις ἀπέτυχε. Εἰς τὰ ὑψώματα τοῦ Μόρτ-Ὄμ οἱ Γερμανοὶ ἠναγκάσθησαν νὰ ὑποχωρήσουν. Ἐπὶ τῆς δεξιᾶς ὄχθης ὁ βομβαρδισμὸς ἐξακολουθεῖ σφοδρότατος μεταξὺ Θιαμὼν καὶ Βὼξ. bbox=[844, 304, 1074, 446]
second-col1-text: Τὸ ζήτημα τῶν Ἑλλήνων ἀξιωματικῶν, οἵτινες ἐξακολουθοῦν κρατούμενοι ἐκ τῆς ἐν Θεσσαλονίκῃ γαλλικῆς φυλακῆς, παραμένει εἰσέτι ἐκκρεμές, πρὸ τῆς ἐλλείψεως ὑπὸ τῆς γαλλικῆς κυβερνήσεως ἀπαντήσεως. Ἡ Κυβέρνησις ἀναμένει τὸ ἀποτέλεσμα τῶν γενομένων διαβημάτων, ὡς ἐγράψαμεν χθές, εἰς τὸ Λονδῖνον καὶ τὸ Παρίσιον, ὅπως ἐπιτευχθῇ αἰσία λύσις. Ἐπίσης ὁ στρατιωτικὸς νόμος εἰς τὴν Μακεδονίαν ἐξακολουθεῖ ἰσχύων, ἀλλὰ ἐλπίζεται ὅτι θὰ ἀρθῇ ταχέως. Ἐπικρατεῖ δὲ ἡ ἀντίληψις ὅτι αἱ γενόμεναι ἐκ τῶν ἐπεισοδίων προκαταλήψεις θὰ διαλυθοῦν, καὶ αἱ σχέσεις θὰ ἀποκατασταθοῦν πλήρως. bbox=[1092, 301, 1337, 495]
verdun-col2-sub4: ΤΑ ΑΥΣΤΡΙΑΚΑ ΑΝΑΚΟΙΝΩΘΕΝΤΑ bbox=[607, 1497, 833, 1510]
epirus-subhead: Η ΕΠΕΜΒΑΣΙΣ ΤΩΝ ΙΤΑΛΩΝ bbox=[1153, 1087, 1531, 1122]
third-col1-text: ΡΩΜΗ, πρωΐα Πέμπτης. Κατὰ τὰ τελευταῖα ἐκ Παρισίων τηλεγραφήματα, οἱ Γερμανοὶ ἐπεχείρησαν χθὲς σφοδρὰς ἀντεπιθέσεις εἰς τὸ μέτωπον τῆς Πικαρδίας ἰδίᾳ δὲ βορείως τοῦ Σόμ, κατὰ τῶν θέσεων τῶν Γάλλων. Αἱ ἀντεπιθέσεις αὗται ἀπεκρούσθησαν ὑπὸ τοῦ πυρὸς τῶν γαλλικῶν τηλεβόλων. Οἱ Γερμανοὶ ὑπέστησαν μεγάλας ἀπωλείας. Οἱ Γάλλοι ἐκράτησαν ὅλας τὰς θέσεις των. Ὁ ὀλικὸς ἀριθμὸς τῶν αἰχμαλώτων ἀνέρχεται εἰς 15.000. Νοτίως τοῦ Σόμ τὸ γαλλικὸν πεζικὸν ἐσημείωσεν νέας προόδους. bbox=[1092, 1524, 1337, 1679]
newspaper-title: ΕΜΠΡΟΣ bbox=[790, 2, 928, 28]
second-edition-headline: ΔΕΥΤΕΡΑ ΕΚΔΟΣΙΣ bbox=[1092, 150, 1592, 204]
calendar-month: ΙΟΥΝΙΟΥ bbox=[282, 191, 343, 205]
verdun-col2-text5: ΠΕΤΡΟΥΠΟΛΙΣ, 22 Ἰουνίου. (Α. Π.) Ἡ Ἐφημερὶς τῆς Φραγκφούρτης εἰδοποιεῖ ὅτι οἱ Ἀλβανοὶ ἐπανέστησαν. bbox=[605, 1515, 835, 1553]
masthead bbox=[100, 0, 1600, 33]
second-edition-subhead-4: Ο ΣΤΡΑΤΙΩΤΙΚΟΣ ΝΟΜΟΣ ΕΝ ΜΑΚΕΔΟΝΙΑ bbox=[1195, 278, 1489, 296]
column-rule bbox=[1083, 150, 1085, 2190]
main-headline: 5Η ΠΡΩΙΝΗ bbox=[573, 150, 867, 219]
section-divider bbox=[1092, 1392, 1592, 1395]
stromboli-body: ΡΩΜΗ, πρωΐα Πέμπτης. Ἀγγέλλεται ἐκ Μεσσήνης ὅτι ἡ ἔκρηξις τοῦ ἡφαιστείου τὰ ἀφορώμενα τοῦ Βασιλέως πρόσωπα. bbox=[1347, 1812, 1592, 1850]
verdun-col2-sub1: Η ΑΡΒΟΤΗΣ ΤΩΝ ΓΕΡΜΑΝΩΝ ΠΡΟΣ ΤΟΥΣ ΑΙΧΜΑΛΩΤΟΥΣ ΤΩΝ bbox=[611, 1195, 829, 1222]
epirus-col1-text: ΠΑΤΡΑΙ, 22 Ἰουνίου. Ὁ Ἰταλὸς ἐπίτροπος τῆς Ἀγγλικῆς μοίρας ἐπέδωσεν εἰς τὸν Ἕλληνα Νομάρχην τὴν πρὸς τὸν μέλλοντα διοικητὴν ἀπόφασιν τῆς ἰταλικῆς κατοχῆς. Ἡ Β. Ἤπειρος ὑποτίθεται ὅτι κατελήφθη ὑπὸ τῶν Ἰταλῶν, οἵτινες κατέλαβον τὸ Ἀργυρόκαστρον, τοὺς Ἁγίους Σαράντα καὶ τὴν Κορυτσάν. Ὁ Ἰταλὸς ὑπουργὸς τῶν Στρατιωτικῶν ἐδήλωσεν ὅτι ἡ κατοχὴ εἶναι προσωρινὴ καὶ θὰ διαρκέσῃ μόνον μέχρι τέλους τοῦ πολέμου. bbox=[1092, 1142, 1337, 1284]
exchange-body: Γραφεῖον Ἰω. Φωτίου. Ἐν Ἀθήναις τῇ 22 Ἰουνίου 1916. ΟΜΟΛΟΓΙΑΙ ΕΘΝ. ΔΑΝΕΙΩΝ. Λάχ. 1881 261, 1883 259, 1888 Μονοπ. 262 1/2, 1890 Πάγ. 217, 1890 Λαυρίου 260, Ἀμύνης 93,50, Ἠπειρώτικον 101 1/2, Μεταλλικὰ 87 1/2, 300.000.000 380. ΟΜΟΛ. ΤΡΑΠ. ΚΑΙ ΕΤΑΙΡΙΩΝ. Ἀκκίνης. Ἐθνικῆς Τραπέζης 3 οἶο 448, 20.000.000, 110, 30.000.000 105 1/4, Ὀμολογίαι Σιδηρ. Πειραιῶς 206. ΜΕΤΟΧΑΙ ΤΡΑΠΕΖ. ΚΑΙ ΕΤΑΙΡΙΩΝ. Ἐθνικῆς Τραπέζης 4.850, Ἀθηνῶν 42 3/4, Βιομηχ. 167, Ἐμπορικῆς 102 1/2, Ἀνατολῆς 54, Κρήτης 157, Λαυρίου 27 1/2, Πλεκτρικῆς 68, Πειρ. 89 1/2, Ἐνώσεως 262, Οἴνων 161 1/4, Σιδ. Θεσσαλίας 137, Νέον Φάληρον 107 1/2, Πειραιῶς 618, Ὑδραυλικῆς 348 1/2, Παντελῆς 600, Μαγνησίων 307 1/2, Τσιμέντων 130, Χρυσ. 260, Ἐπιχ. 421, Βυζ. 300 1/2, Λεπτ. 161. bbox=[110, 255, 348, 514]
section-divider bbox=[366, 1036, 1074, 1039]
main-col1-sub1: Η ΡΩΣΣΙΚΗ ΦΡΟΥΡΑ ΚΑΤΑ ΤΩΝ ΑΓΓΛΩΝ bbox=[374, 490, 587, 517]
bottom-center bbox=[366, 1714, 1074, 2192]
theatre-subhead: Η ΧΘΕΣΙΝΗ ΠΡΩΤΗ bbox=[864, 1849, 1054, 1870]
third-col2-sub1: ΤΑ ΚΡΑΤΟΥΜΕΝΑ ΕΙΣ ΜΑΣΣΑΛΙΑΝ ΑΤΜΟΠΛΟΙΑ ΑΦΕΘΗΣΑΝ ΕΛΕΥΘΕΡΑ bbox=[1348, 1567, 1591, 1594]
verdun-col3-sub3: Η ΔΡΑΣΙΣ ΤΩΝ ΡΩΣΣΙΚΩΝ ΑΕΡΟΠΛΑΝΩΝ bbox=[872, 1423, 1047, 1450]
section-divider bbox=[366, 1797, 595, 1798]
third-col2-sub2: ΟΙ ΑΙΧΜΑΛΩΤΙΣΘΕΝΤΕΣ ΓΕΡΜΑΝΟΙ bbox=[1348, 1668, 1591, 1681]
kavala-body: ΒΟΛΟΣ, 22 Ἰουνίου. Αὔριον ἀναμένεται ἐκ Καβάλλας ἀτμόπλοιον κομίζον ἐκ Καβάλλας ἐπιστρατευθέντας. Ἀφικνοῦνται 2300 ὅσοι ἀνήκουν εἰς τὰς κλάσεις τὰς ἀπολυθείσας διὰ τοῦ ἀτμοπλοίου. Εἰς τὴν ἀποβίβασιν θὰ παρευρεθοῦν αἱ ἀρχαί, τὰ σωματεῖα καὶ μέγα πλῆθος κατοίκων. bbox=[605, 1856, 835, 1959]
verdun-col3-text4: ΠΕΤΡΟΥΠΟΛΙΣ, 22 Ἰουνίου. (Α. Π.) Ἐν μέγα ἀεροπλάνον ρωσσικὸν ἔρριψεν 85 βόμβας ἐπὶ τοῦ σταθμοῦ τοῦ Λουδζυνίουτς κατὰ τῶν γερμανικῶν στρατευμάτων. bbox=[844, 1455, 1074, 1506]
